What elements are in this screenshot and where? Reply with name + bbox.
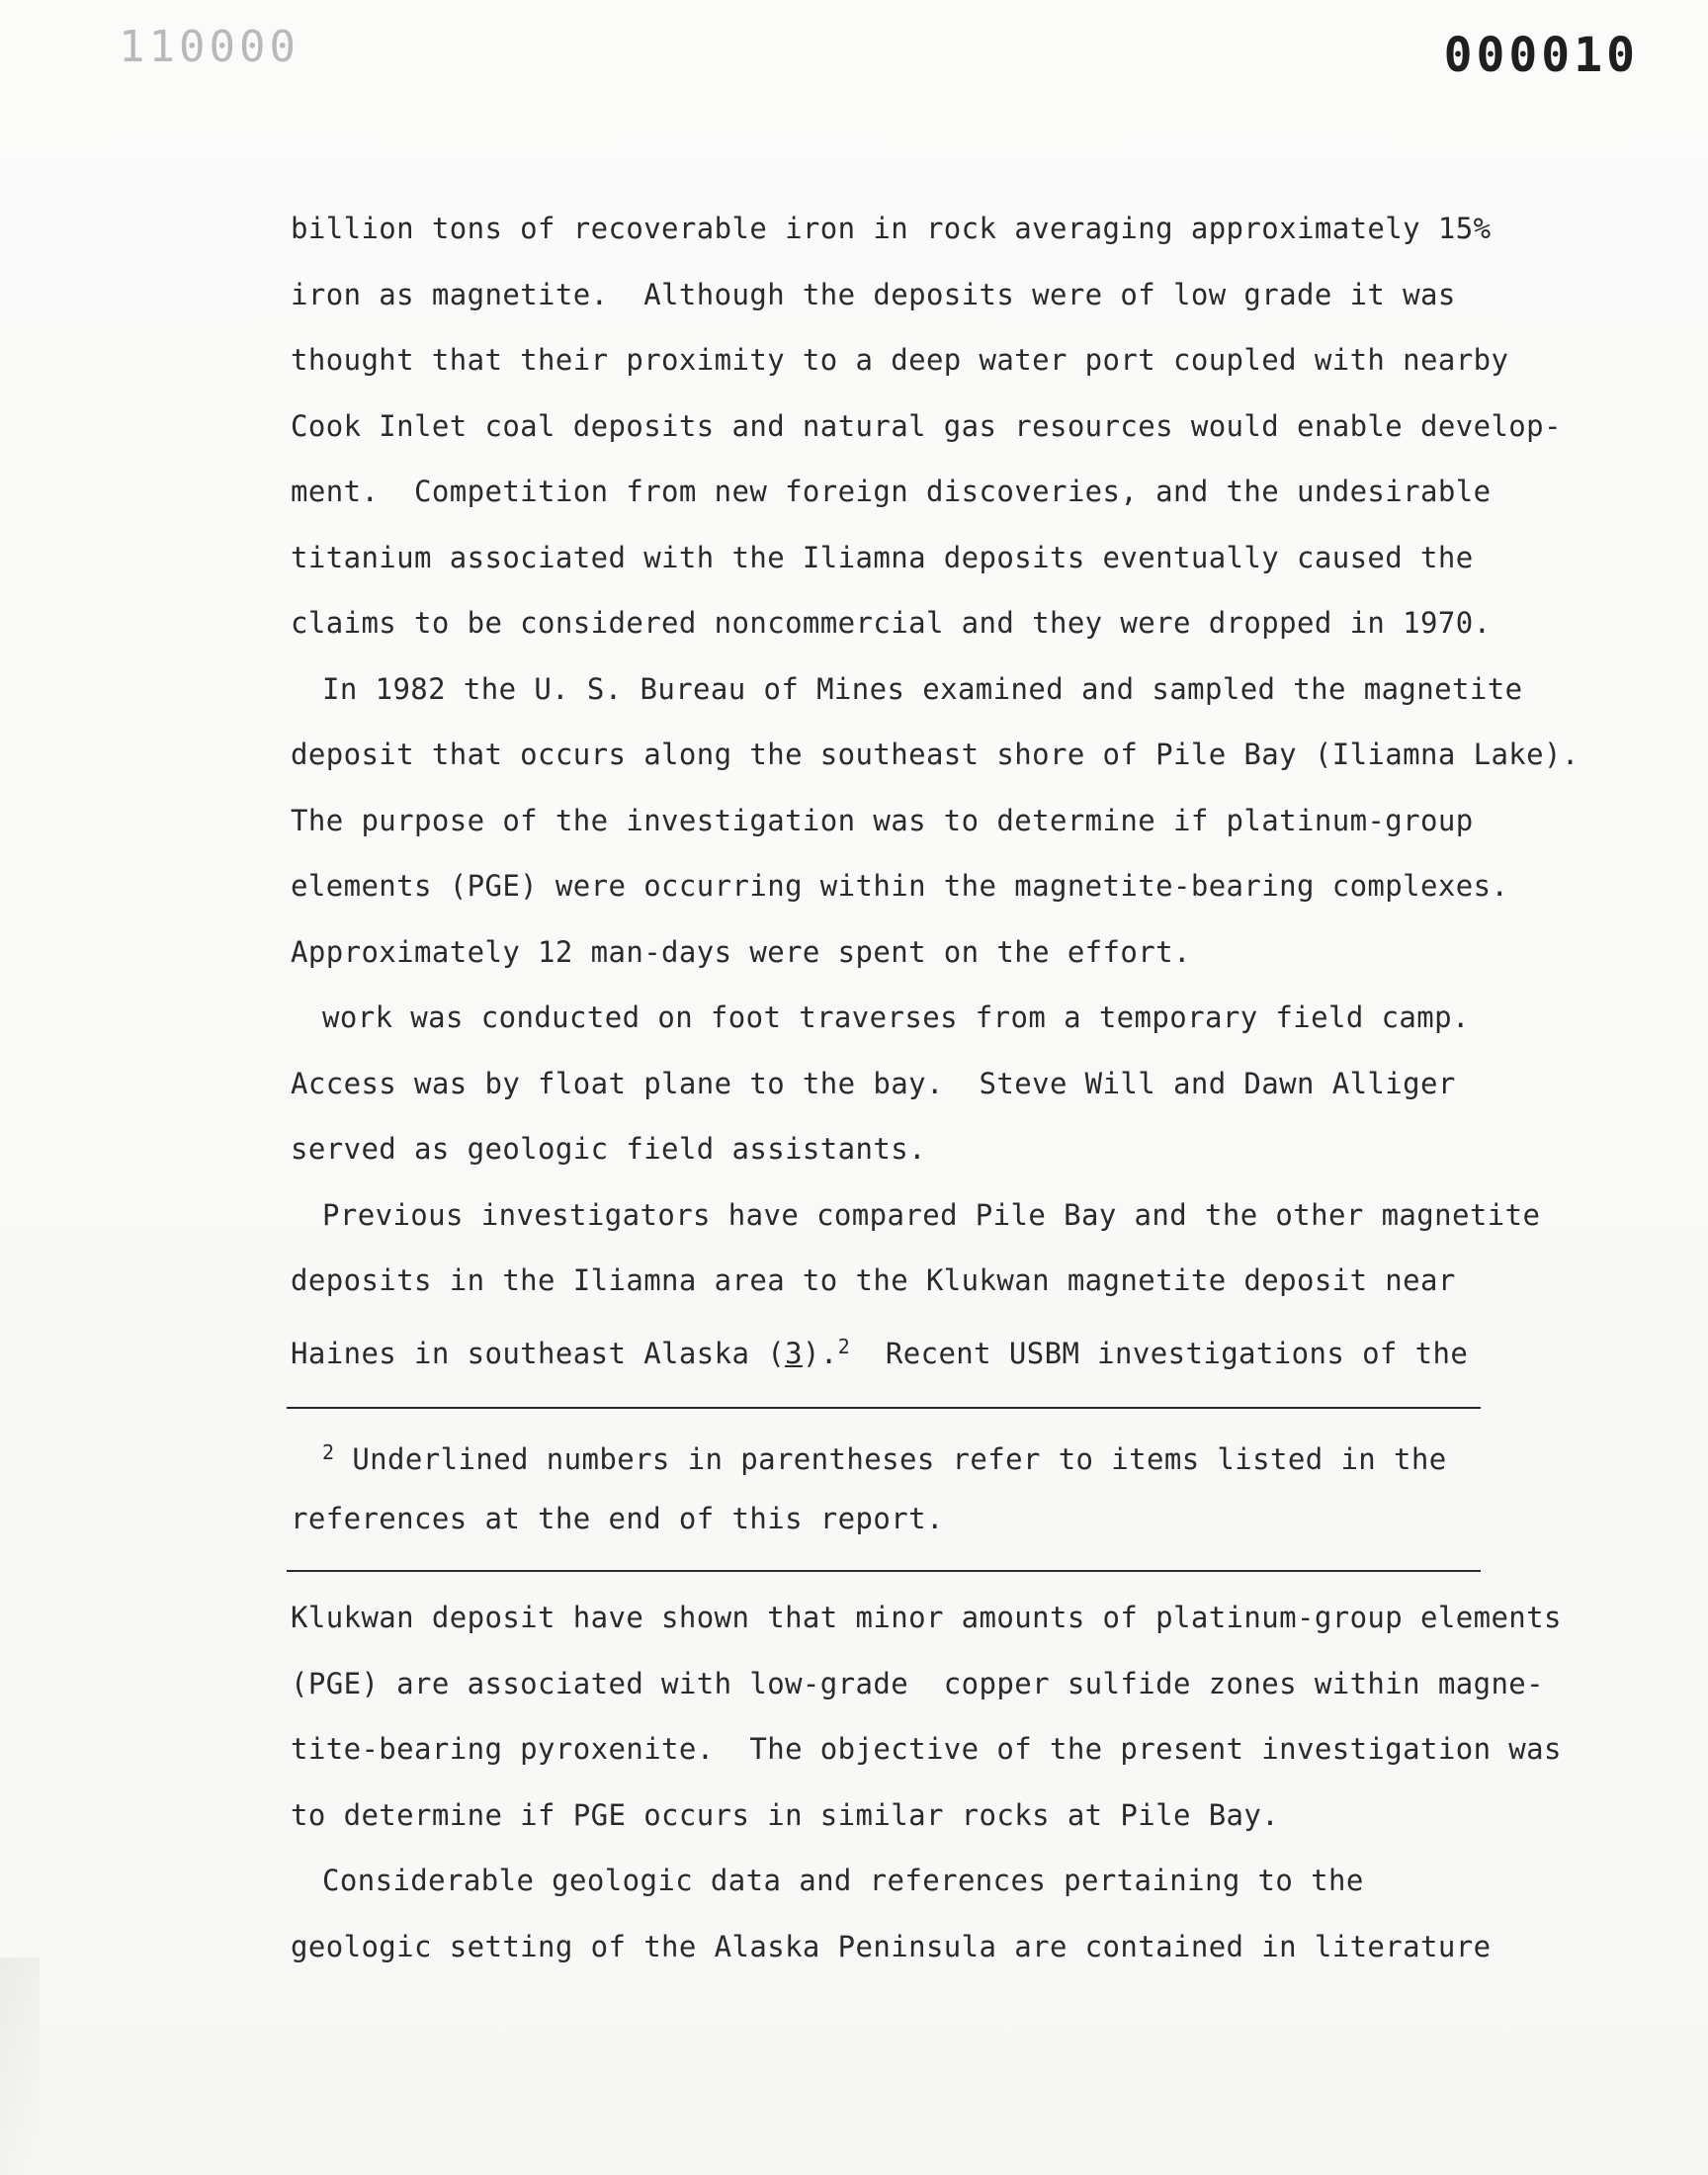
text-line: elements (PGE) were occurring within the magnetite-bearing complexes. [291,869,1509,903]
reference-number: 3 [785,1337,803,1370]
citation-text-after: ). [802,1337,838,1370]
page-edge-shadow [0,1958,40,2175]
citation-text-tail: Recent USBM investigations of the [850,1337,1469,1370]
body-text-top [291,196,1580,1314]
text-line: Access was by float plane to the bay. Steve Will and Dawn Alliger [291,1066,1456,1100]
footnote-marker: 2 [837,1335,851,1358]
text-line: deposit that occurs along the southeast shore of Pile Bay (Iliamna Lake). [291,738,1580,771]
text-line: In 1982 the U. S. Bureau of Mines examined and sampled the magnetite [322,671,1523,706]
page-stamp-left: 110000 [119,22,299,72]
citation-text-before: Haines in southeast Alaska ( [291,1337,786,1370]
text-line: geologic setting of the Alaska Peninsula are contained in literature [291,1929,1492,1963]
text-line: Previous investigators have compared Pile Bay and the other magnetite [322,1197,1541,1232]
text-line: served as geologic field assistants. [291,1132,926,1166]
footnote-line-1: Underlined numbers in parentheses refer to items listed in the [334,1442,1447,1476]
footnote-line-2: references at the end of this report. [291,1501,944,1535]
footnote-rule-top [287,1407,1481,1409]
text-line: Klukwan deposit have shown that minor amounts of platinum-group elements [291,1601,1562,1634]
body-text-bottom [291,1585,1562,1979]
text-line: ment. Competition from new foreign discoveries, and the undesirable [291,475,1492,508]
page-number-stamp: 000010 [1443,28,1639,83]
text-line: billion tons of recoverable iron in rock averaging approximately 15% [291,212,1492,245]
text-line: Considerable geologic data and references pertaining to the [322,1864,1364,1897]
text-line: Cook Inlet coal deposits and natural gas resources would enable develop- [291,408,1562,443]
text-line: work was conducted on foot traverses from a temporary field camp. [322,1000,1470,1034]
citation-line [291,1314,1506,1380]
text-line: (PGE) are associated with low-grade copper sulfide zones within magne- [291,1666,1545,1700]
footnote-rule-bottom [287,1570,1481,1572]
footnote-number: 2 [322,1440,335,1464]
text-line: thought that their proximity to a deep water port coupled with nearby [291,343,1509,377]
text-line: The purpose of the investigation was to determine if platinum-group [291,803,1474,837]
footnote [291,1420,1506,1551]
text-line: to determine if PGE occurs in similar rocks at Pile Bay. [291,1797,1280,1832]
text-line: iron as magnetite. Although the deposits were of low grade it was [291,277,1456,311]
text-line: titanium associated with the Iliamna deposits eventually caused the [291,540,1474,574]
text-line: tite-bearing pyroxenite. The objective of the present investigation was [291,1732,1562,1766]
text-line: deposits in the Iliamna area to the Klukwan magnetite deposit near [291,1263,1456,1297]
text-line: Approximately 12 man-days were spent on the effort. [291,934,1191,969]
text-line: claims to be considered noncommercial and they were dropped in 1970. [291,606,1492,640]
